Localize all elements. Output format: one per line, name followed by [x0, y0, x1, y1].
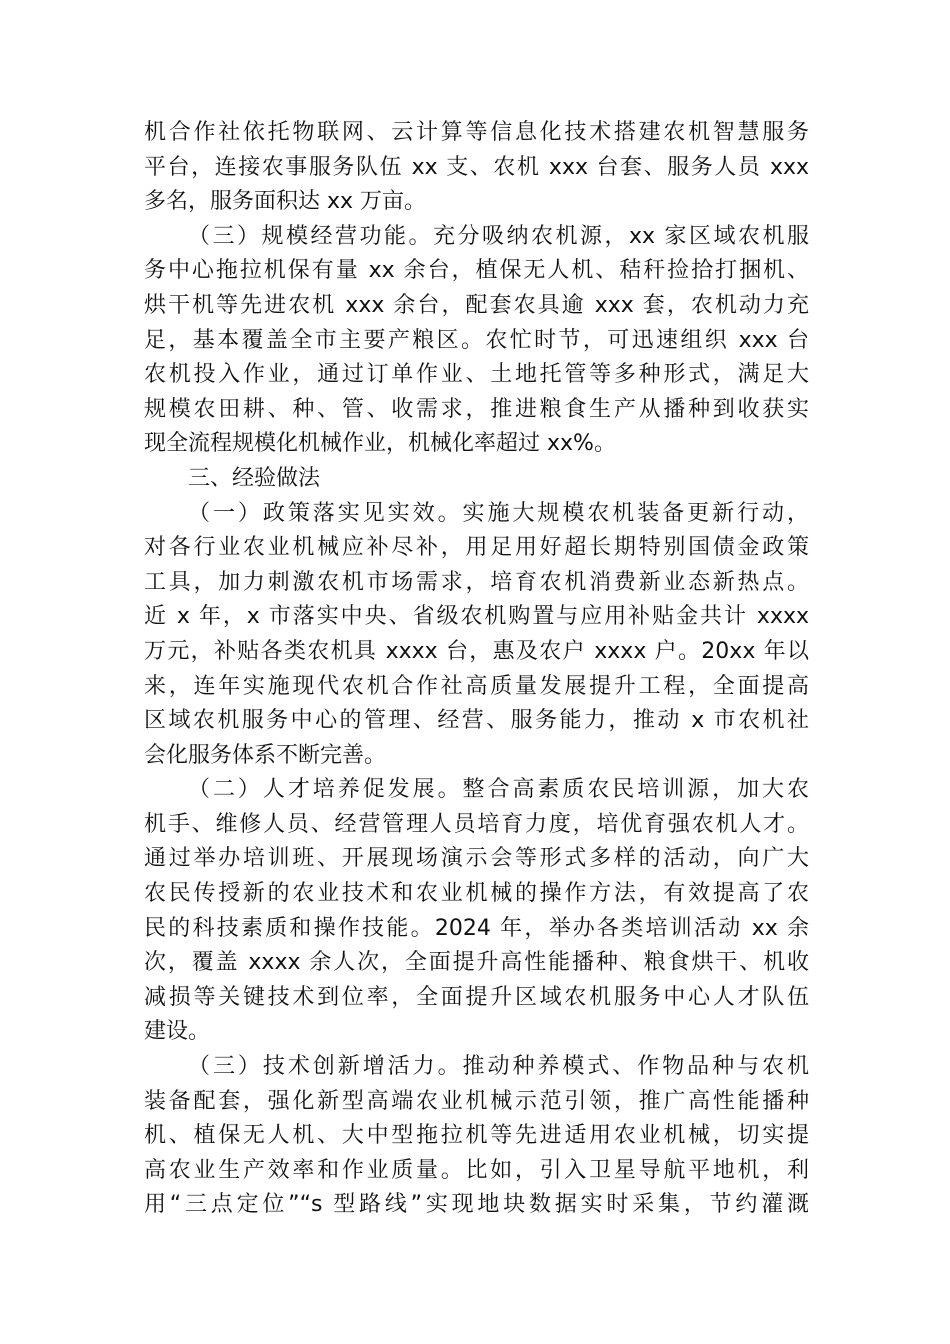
text-line: 会化服务体系不断完善。 [144, 742, 387, 768]
text-line: 次，覆盖 xxxx 余人次，全面提升高性能播种、粮食烘干、机收 [144, 950, 809, 976]
text-line: （一）政策落实见实效。实施大规模农机装备更新行动， [188, 500, 809, 526]
document-body [144, 116, 809, 1223]
text-line: 规模农田耕、种、管、收需求，推进粮食生产从播种到收获实 [144, 396, 809, 422]
text-line: 装备配套，强化新型高端农业机械示范引领，推广高性能播种 [144, 1088, 809, 1114]
text-line: 机合作社依托物联网、云计算等信息化技术搭建农机智慧服务 [144, 120, 809, 145]
text-line: 建设。 [144, 1019, 211, 1045]
text-line: 平台，连接农事服务队伍 xx 支、农机 xxx 台套、服务人员 xxx [144, 154, 809, 180]
text-line: 机、植保无人机、大中型拖拉机等先进适用农业机械，切实提 [144, 1123, 809, 1149]
text-line: 工具，加力刺激农机市场需求，培育农机消费新业态新热点。 [144, 569, 809, 595]
text-line: 三、经验做法 [188, 465, 321, 491]
text-line: 近 x 年，x 市落实中央、省级农机购置与应用补贴金共计 xxxx [144, 604, 809, 630]
text-line: 多名，服务面积达 xx 万亩。 [144, 189, 427, 215]
text-line: 用“三点定位”“s 型路线”实现地块数据实时采集，节约灌溉 [144, 1192, 809, 1218]
text-line: 现全流程规模化机械作业，机械化率超过 xx%。 [144, 431, 616, 457]
text-line: 机手、维修人员、经营管理人员培育力度，培优育强农机人才。 [144, 811, 809, 837]
text-line: 高农业生产效率和作业质量。比如，引入卫星导航平地机，利 [144, 1157, 809, 1183]
text-line: （三）规模经营功能。充分吸纳农机源，xx 家区域农机服 [188, 223, 809, 249]
text-line: 农机投入作业，通过订单作业、土地托管等多种形式，满足大 [144, 362, 809, 388]
text-line: 通过举办培训班、开展现场演示会等形式多样的活动，向广大 [144, 846, 809, 872]
text-line: 区域农机服务中心的管理、经营、服务能力，推动 x 市农机社 [144, 708, 809, 734]
text-line: （二）人才培养促发展。整合高素质农民培训源，加大农 [188, 777, 809, 803]
text-line: 农民传授新的农业技术和农业机械的操作方法，有效提高了农 [144, 881, 809, 907]
text-line: 足，基本覆盖全市主要产粮区。农忙时节，可迅速组织 xxx 台 [144, 327, 809, 353]
text-line: 民的科技素质和操作技能。2024 年，举办各类培训活动 xx 余 [144, 915, 809, 941]
text-line: 来，连年实施现代农机合作社高质量发展提升工程，全面提高 [144, 673, 809, 699]
text-line: 减损等关键技术到位率，全面提升区域农机服务中心人才队伍 [144, 984, 809, 1010]
text-line: 对各行业农业机械应补尽补，用足用好超长期特别国债金政策 [144, 535, 809, 561]
text-line: 烘干机等先进农机 xxx 余台，配套农具逾 xxx 套，农机动力充 [144, 292, 809, 318]
text-line: 务中心拖拉机保有量 xx 余台，植保无人机、秸秆捡拾打捆机、 [144, 258, 809, 284]
text-line: 万元，补贴各类农机具 xxxx 台，惠及农户 xxxx 户。20xx 年以 [144, 638, 809, 664]
text-line: （三）技术创新增活力。推动种养模式、作物品种与农机 [188, 1054, 809, 1080]
